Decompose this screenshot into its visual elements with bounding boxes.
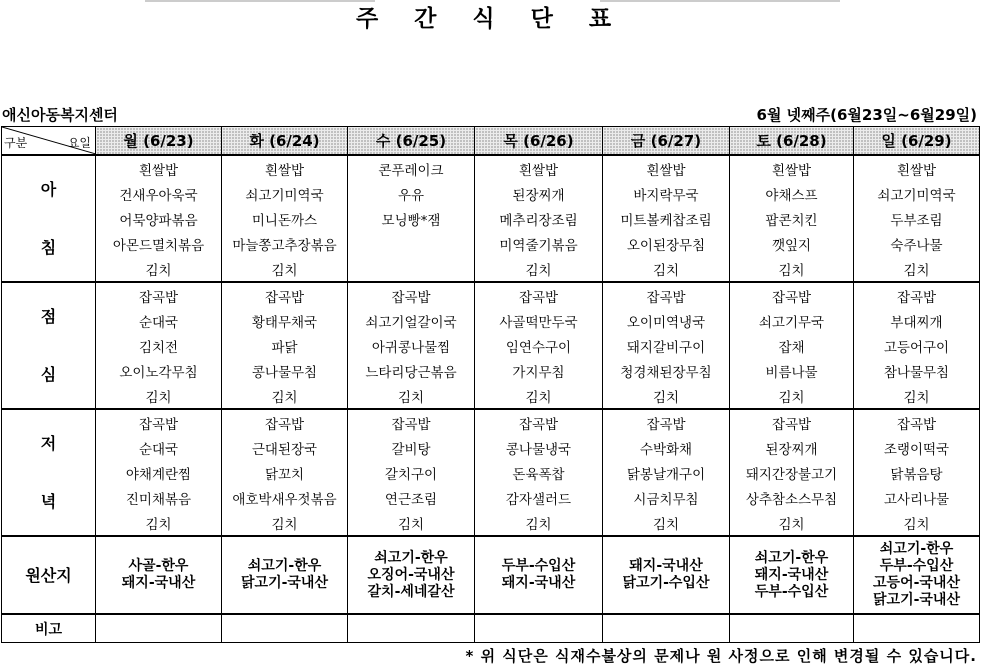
menu-row bbox=[2, 206, 980, 231]
day-header: 토 (6/28) bbox=[730, 127, 854, 156]
meal-label-char: 점 bbox=[40, 306, 57, 326]
menu-item: 잡곡밥 bbox=[222, 409, 348, 435]
menu-item: 팝콘치킨 bbox=[730, 206, 854, 231]
menu-item: 잡곡밥 bbox=[854, 409, 980, 435]
menu-row bbox=[2, 231, 980, 256]
menu-item: 가지무침 bbox=[475, 358, 603, 383]
menu-item: 건새우아욱국 bbox=[96, 181, 222, 206]
origin-line: 사골-한우 bbox=[128, 558, 189, 574]
menu-item: 김치 bbox=[348, 383, 475, 409]
menu-item: 모닝빵*잼 bbox=[348, 206, 475, 231]
menu-item: 파닭 bbox=[222, 333, 348, 358]
menu-item: 김치 bbox=[730, 510, 854, 536]
menu-item: 두부조림 bbox=[854, 206, 980, 231]
menu-item: 쇠고기얼갈이국 bbox=[348, 308, 475, 333]
menu-row bbox=[2, 485, 980, 510]
origin-cell bbox=[222, 536, 348, 614]
menu-item: 김치 bbox=[854, 510, 980, 536]
menu-item: 김치 bbox=[222, 383, 348, 409]
header-row bbox=[2, 127, 980, 156]
menu-item: 부대찌개 bbox=[854, 308, 980, 333]
origin-line: 돼지-국내산 bbox=[754, 566, 829, 583]
menu-item: 콘푸레이크 bbox=[348, 155, 475, 181]
day-header: 금 (6/27) bbox=[603, 127, 730, 156]
menu-item: 김치 bbox=[222, 256, 348, 282]
origin-cell bbox=[730, 536, 854, 614]
menu-item: 순대국 bbox=[96, 435, 222, 460]
organization-name: 애신아동복지센터 bbox=[2, 106, 118, 124]
menu-item: 된장찌개 bbox=[475, 181, 603, 206]
menu-item: 바지락무국 bbox=[603, 181, 730, 206]
corner-row-label: 구분 bbox=[4, 136, 28, 150]
menu-item: 근대된장국 bbox=[222, 435, 348, 460]
menu-item: 돈육폭찹 bbox=[475, 460, 603, 485]
menu-item: 비름나물 bbox=[730, 358, 854, 383]
menu-item: 김치 bbox=[603, 510, 730, 536]
menu-item: 잡곡밥 bbox=[475, 282, 603, 308]
menu-item: 느타리당근볶음 bbox=[348, 358, 475, 383]
meal-label-char: 녁 bbox=[40, 491, 57, 511]
menu-item: 깻잎지 bbox=[730, 231, 854, 256]
menu-item: 숙주나물 bbox=[854, 231, 980, 256]
menu-item: 시금치무침 bbox=[603, 485, 730, 510]
menu-item: 사골떡만두국 bbox=[475, 308, 603, 333]
meal-label-char: 아 bbox=[40, 179, 57, 199]
origin-cell bbox=[854, 536, 980, 614]
meal-label bbox=[2, 409, 96, 536]
menu-item: 고사리나물 bbox=[854, 485, 980, 510]
menu-item: 김치 bbox=[475, 256, 603, 282]
origin-cell bbox=[96, 536, 222, 614]
meal-label-char: 저 bbox=[40, 433, 57, 453]
remark-cell bbox=[603, 614, 730, 643]
meal-label-char: 심 bbox=[40, 364, 57, 384]
page-title: 주 간 식 단 표 bbox=[355, 6, 626, 32]
menu-item: 감자샐러드 bbox=[475, 485, 603, 510]
remark-label: 비고 bbox=[2, 614, 96, 643]
remark-cell bbox=[348, 614, 475, 643]
origin-line: 오징어-국내산 bbox=[367, 566, 455, 583]
menu-item: 쇠고기미역국 bbox=[854, 181, 980, 206]
menu-item: 흰쌀밥 bbox=[222, 155, 348, 181]
menu-item: 연근조림 bbox=[348, 485, 475, 510]
menu-item: 흰쌀밥 bbox=[475, 155, 603, 181]
menu-item: 잡곡밥 bbox=[348, 409, 475, 435]
menu-item: 잡곡밥 bbox=[730, 282, 854, 308]
menu-item: 김치 bbox=[730, 383, 854, 409]
menu-item: 오이미역냉국 bbox=[603, 308, 730, 333]
origin-line: 쇠고기-한우 bbox=[374, 549, 448, 566]
menu-item: 아귀콩나물찜 bbox=[348, 333, 475, 358]
menu-item: 김치 bbox=[96, 256, 222, 282]
menu-row bbox=[2, 460, 980, 485]
menu-item: 참나물무침 bbox=[854, 358, 980, 383]
menu-item: 닭봉날개구이 bbox=[603, 460, 730, 485]
origin-line: 돼지-국내산 bbox=[121, 575, 196, 591]
menu-item: 된장찌개 bbox=[730, 435, 854, 460]
menu-item: 우유 bbox=[348, 181, 475, 206]
menu-row bbox=[2, 383, 980, 409]
menu-row bbox=[2, 308, 980, 333]
menu-item bbox=[348, 256, 475, 282]
menu-row bbox=[2, 510, 980, 536]
day-header: 일 (6/29) bbox=[854, 127, 980, 156]
menu-item: 갈비탕 bbox=[348, 435, 475, 460]
menu-item: 잡곡밥 bbox=[475, 409, 603, 435]
origin-line: 돼지-국내산 bbox=[501, 575, 576, 591]
remark-cell bbox=[475, 614, 603, 643]
origin-line: 쇠고기-한우 bbox=[754, 549, 829, 566]
menu-item: 김치 bbox=[96, 510, 222, 536]
origin-line: 닭고기-수입산 bbox=[622, 575, 710, 591]
menu-item: 쇠고기무국 bbox=[730, 308, 854, 333]
origin-line: 닭고기-국내산 bbox=[241, 575, 328, 591]
menu-item: 수박화채 bbox=[603, 435, 730, 460]
day-header: 수 (6/25) bbox=[348, 127, 475, 156]
origin-line: 두부-수입산 bbox=[879, 558, 954, 574]
menu-item: 임연수구이 bbox=[475, 333, 603, 358]
origin-cell bbox=[603, 536, 730, 614]
menu-item: 김치 bbox=[475, 510, 603, 536]
menu-item: 야채스프 bbox=[730, 181, 854, 206]
origin-label: 원산지 bbox=[2, 536, 96, 614]
menu-item: 김치 bbox=[854, 256, 980, 282]
menu-item: 고등어구이 bbox=[854, 333, 980, 358]
menu-item: 김치 bbox=[475, 383, 603, 409]
day-header: 화 (6/24) bbox=[222, 127, 348, 156]
origin-line: 쇠고기-한우 bbox=[247, 558, 322, 574]
menu-row bbox=[2, 256, 980, 282]
menu-item: 닭꼬치 bbox=[222, 460, 348, 485]
menu-item: 김치전 bbox=[96, 333, 222, 358]
menu-item: 김치 bbox=[603, 383, 730, 409]
menu-item: 미니돈까스 bbox=[222, 206, 348, 231]
remark-row bbox=[2, 614, 980, 643]
menu-item: 진미채볶음 bbox=[96, 485, 222, 510]
menu-item: 잡곡밥 bbox=[96, 409, 222, 435]
menu-item: 아몬드멸치볶음 bbox=[96, 231, 222, 256]
origin-line: 닭고기-국내산 bbox=[873, 592, 960, 608]
menu-item: 메추리장조림 bbox=[475, 206, 603, 231]
origin-row bbox=[2, 536, 980, 614]
menu-item: 야채계란찜 bbox=[96, 460, 222, 485]
menu-item: 잡곡밥 bbox=[854, 282, 980, 308]
origin-line: 쇠고기-한우 bbox=[879, 541, 954, 557]
menu-item: 김치 bbox=[730, 256, 854, 282]
menu-item: 갈치구이 bbox=[348, 460, 475, 485]
menu-item: 잡곡밥 bbox=[96, 282, 222, 308]
origin-line: 갈치-세네갈산 bbox=[367, 583, 455, 600]
menu-item: 잡곡밥 bbox=[603, 282, 730, 308]
day-header: 월 (6/23) bbox=[96, 127, 222, 156]
menu-item: 흰쌀밥 bbox=[854, 155, 980, 181]
menu-item: 콩나물냉국 bbox=[475, 435, 603, 460]
origin-line: 두부-수입산 bbox=[501, 558, 576, 574]
origin-line: 두부-수입산 bbox=[754, 583, 829, 600]
origin-cell bbox=[348, 536, 475, 614]
menu-body bbox=[2, 155, 980, 643]
corner-col-label: 요일 bbox=[67, 136, 91, 150]
menu-item: 돼지간장불고기 bbox=[730, 460, 854, 485]
week-range: 6월 넷째주(6월23일~6월29일) bbox=[756, 106, 977, 124]
menu-item: 잡곡밥 bbox=[222, 282, 348, 308]
origin-line: 고등어-국내산 bbox=[873, 575, 960, 591]
menu-item: 김치 bbox=[222, 510, 348, 536]
menu-item: 애호박새우젓볶음 bbox=[222, 485, 348, 510]
menu-row bbox=[2, 358, 980, 383]
menu-row bbox=[2, 435, 980, 460]
menu-item: 황태무채국 bbox=[222, 308, 348, 333]
menu-item: 조랭이떡국 bbox=[854, 435, 980, 460]
menu-row bbox=[2, 181, 980, 206]
menu-item: 흰쌀밥 bbox=[96, 155, 222, 181]
remark-cell bbox=[730, 614, 854, 643]
menu-row bbox=[2, 282, 980, 308]
menu-item: 청경채된장무침 bbox=[603, 358, 730, 383]
menu-row bbox=[2, 333, 980, 358]
meal-label-char: 침 bbox=[40, 237, 57, 257]
remark-cell bbox=[96, 614, 222, 643]
menu-item: 김치 bbox=[603, 256, 730, 282]
menu-item: 마늘쫑고추장볶음 bbox=[222, 231, 348, 256]
menu-item: 미역줄기볶음 bbox=[475, 231, 603, 256]
menu-item: 콩나물무침 bbox=[222, 358, 348, 383]
menu-item: 김치 bbox=[96, 383, 222, 409]
footnote: * 위 식단은 식재수불상의 문제나 원 사정으로 인해 변경될 수 있습니다. bbox=[465, 647, 977, 665]
menu-item: 잡채 bbox=[730, 333, 854, 358]
menu-item: 미트볼케찹조림 bbox=[603, 206, 730, 231]
menu-item: 닭볶음탕 bbox=[854, 460, 980, 485]
menu-item: 김치 bbox=[348, 510, 475, 536]
menu-item: 잡곡밥 bbox=[348, 282, 475, 308]
menu-row bbox=[2, 155, 980, 181]
menu-item: 순대국 bbox=[96, 308, 222, 333]
day-header: 목 (6/26) bbox=[475, 127, 603, 156]
menu-item: 김치 bbox=[854, 383, 980, 409]
menu-row bbox=[2, 409, 980, 435]
menu-item: 잡곡밥 bbox=[603, 409, 730, 435]
menu-item: 돼지갈비구이 bbox=[603, 333, 730, 358]
corner-cell bbox=[2, 127, 96, 156]
menu-item: 어묵양파볶음 bbox=[96, 206, 222, 231]
meal-label bbox=[2, 282, 96, 409]
menu-item bbox=[348, 231, 475, 256]
menu-item: 쇠고기미역국 bbox=[222, 181, 348, 206]
remark-cell bbox=[854, 614, 980, 643]
origin-line: 돼지-국내산 bbox=[629, 558, 703, 574]
origin-cell bbox=[475, 536, 603, 614]
menu-item: 흰쌀밥 bbox=[603, 155, 730, 181]
weekly-menu-table bbox=[1, 126, 980, 643]
menu-item: 상추참소스무침 bbox=[730, 485, 854, 510]
remark-cell bbox=[222, 614, 348, 643]
menu-item: 오이된장무침 bbox=[603, 231, 730, 256]
meal-label bbox=[2, 155, 96, 282]
menu-item: 오이노각무침 bbox=[96, 358, 222, 383]
menu-item: 잡곡밥 bbox=[730, 409, 854, 435]
menu-item: 흰쌀밥 bbox=[730, 155, 854, 181]
